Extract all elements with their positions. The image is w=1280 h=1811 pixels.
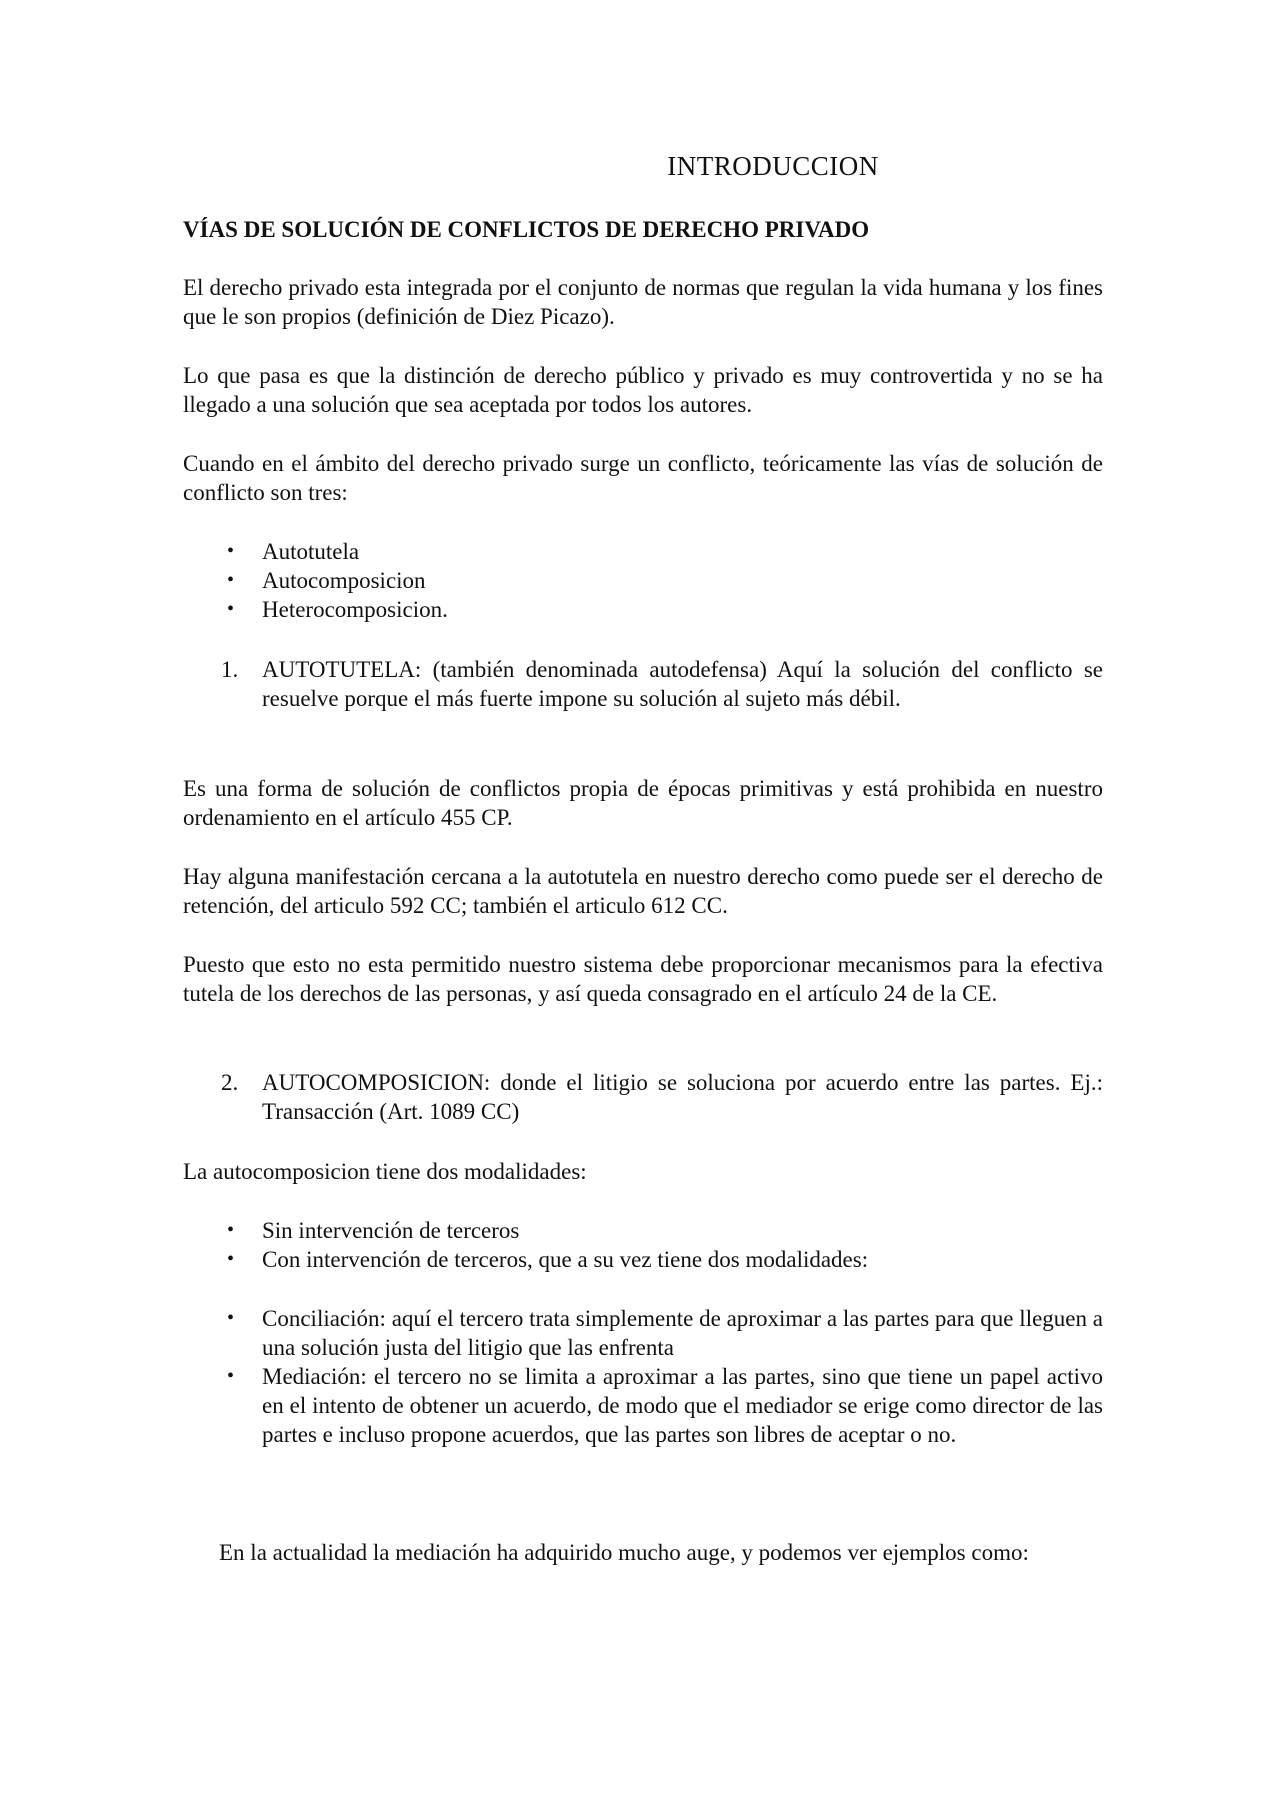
item-number: 1.	[221, 657, 239, 682]
bullet-icon: •	[227, 1219, 235, 1241]
document-page: INTRODUCCION VÍAS DE SOLUCIÓN DE CONFLICTOS DE DERECHO PRIVADO El derecho privado esta integrada por el conjunto de normas que regulan la vida humana y los fines que le son propios (definición de Diez Picazo). Lo que pasa es que la distinción de derecho público y privado es muy controvertida y no se ha llegado a una solución que sea aceptada por todos los autores. Cuando en el ámbito del derecho privado surge un conflicto, teóricamente las vías de solución de conflicto son tres: • Autotutela • Autocomposicion • Heterocomposicion. 1. AUTOTUTELA: (también denominada autodefensa) Aquí la solución del conflicto se resuelve porque el más fuerte impone su solución al sujeto más débil. Es una forma de solución de conflictos propia de épocas primitivas y está prohibida en nuestro ordenamiento en el artículo 455 CP. Hay alguna manifestación cercana a la autotutela en nuestro derecho como puede ser el derecho de retención, del articulo 592 CC; también el articulo 612 CC. Puesto que esto no esta permitido nuestro sistema debe proporcionar mecanismos para la efectiva tutela de los derechos de las personas, y así queda consagrado en el artículo 24 de la CE. 2. AUTOCOMPOSICION: donde el litigio se soluciona por acuerdo entre las partes. Ej.: Transacción (Art. 1089 CC) La autocomposicion tiene dos modalidades: • Sin intervención de terceros • Con intervención de terceros, que a su vez tiene dos modalidades: • Conciliación: aquí el tercero trata simplemente de aproximar a las partes para que lleguen a una solución justa del litigio que las enfrenta • Mediación: el tercero no se limita a aproximar a las partes, sino que tiene un papel activo en el intento de obtener un acuerdo, de modo que el mediador se erige como director de las partes e incluso propone acuerdos, que las partes son libres de aceptar o no. En la actualidad la mediación ha adquirido mucho auge, y podemos ver ejemplos como:	[183, 151, 1103, 1565]
paragraph: El derecho privado esta integrada por el conjunto de normas que regulan la vida humana y los fines que le son propios (definición de Diez Picazo).	[183, 275, 1103, 329]
paragraph: Puesto que esto no esta permitido nuestro sistema debe proporcionar mecanismos para la efectiva tutela de los derechos de las personas, y así queda consagrado en el artículo 24 de la CE.	[183, 952, 1103, 1006]
paragraph: Cuando en el ámbito del derecho privado surge un conflicto, teóricamente las vías de solución de conflicto son tres:	[183, 451, 1103, 505]
paragraph: Lo que pasa es que la distinción de derecho público y privado es muy controvertida y no se ha llegado a una solución que sea aceptada por todos los autores.	[183, 363, 1103, 417]
paragraph: En la actualidad la mediación ha adquirido mucho auge, y podemos ver ejemplos como:	[219, 1540, 1029, 1565]
section-heading: VÍAS DE SOLUCIÓN DE CONFLICTOS DE DERECHO PRIVADO	[183, 217, 870, 242]
bullet-icon: •	[227, 1248, 235, 1270]
bullet-icon: •	[227, 598, 235, 620]
bullet-icon: •	[227, 1365, 235, 1387]
page-title: INTRODUCCION	[667, 151, 879, 181]
bullet-icon: •	[227, 1307, 235, 1329]
paragraph: La autocomposicion tiene dos modalidades:	[183, 1159, 587, 1184]
bullet-icon: •	[227, 540, 235, 562]
paragraph: Hay alguna manifestación cercana a la autotutela en nuestro derecho como puede ser el derecho de retención, del articulo 592 CC; también el articulo 612 CC.	[183, 864, 1103, 918]
bullet-icon: •	[227, 569, 235, 591]
paragraph: Es una forma de solución de conflictos propia de épocas primitivas y está prohibida en nuestro ordenamiento en el artículo 455 CP.	[183, 776, 1103, 830]
item-number: 2.	[221, 1070, 239, 1095]
